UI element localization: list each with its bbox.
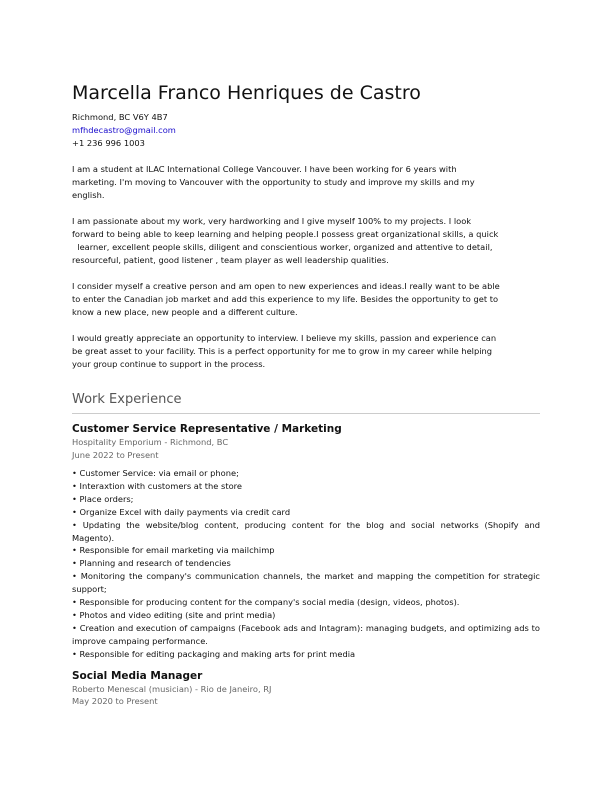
- duty-item: • Monitoring the company's communication channels, the market and mapping the competition for strategic support;: [72, 571, 540, 595]
- job-company: Roberto Menescal (musician) - Rio de Janeiro, RJ: [72, 683, 272, 694]
- summary-line: marketing. I'm moving to Vancouver with the opportunity to study and improve my skills and my: [72, 177, 475, 187]
- jobs-list: [72, 422, 540, 708]
- job-duties: [72, 467, 540, 661]
- duty-item: • Organize Excel with daily payments via credit card: [72, 506, 291, 517]
- summary-line: to enter the Canadian job market and add this experience to my life. Besides the opportunity to get to: [72, 294, 499, 304]
- summary-paragraph: [72, 215, 540, 267]
- duty-item: • Customer Service: via email or phone;: [72, 468, 239, 478]
- job-dates: June 2022 to Present: [72, 449, 159, 460]
- address: Richmond, BC V6Y 4B7: [72, 112, 168, 122]
- summary-line: be great asset to your facility. This is a perfect opportunity for me to grow in my career while helping: [72, 346, 493, 356]
- duty-item: • Responsible for editing packaging and making arts for print media: [72, 648, 356, 659]
- summary: [72, 163, 540, 371]
- duty-item: • Planning and research of tendencies: [72, 558, 231, 569]
- job-title: Social Media Manager: [72, 669, 203, 682]
- email-link[interactable]: mfhdecastro@gmail.com: [72, 125, 176, 135]
- job-dates: May 2020 to Present: [72, 696, 158, 707]
- summary-line: I consider myself a creative person and am open to new experiences and ideas.I really want to be able: [72, 281, 500, 291]
- phone: +1 236 996 1003: [72, 138, 145, 148]
- summary-paragraph: [72, 163, 540, 202]
- duty-item: • Photos and video editing (site and print media): [72, 609, 276, 620]
- summary-line: I would greatly appreciate an opportunity to interview. I believe my skills, passion and experience can: [72, 333, 497, 343]
- job-company: Hospitality Emporium - Richmond, BC: [72, 437, 229, 447]
- summary-line: resourceful, patient, good listener , team player as well leadership qualities.: [72, 255, 389, 265]
- duty-item: • Place orders;: [72, 493, 134, 504]
- summary-line: I am a student at ILAC International College Vancouver. I have been working for 6 years with: [72, 164, 457, 174]
- summary-line: your group continue to support in the process.: [72, 359, 266, 369]
- section-title-work-experience: Work Experience: [72, 392, 182, 407]
- section-divider: [72, 413, 540, 414]
- candidate-name: Marcella Franco Henriques de Castro: [72, 82, 421, 104]
- duty-item: • Responsible for producing content for the company's social media (design, videos, photos).: [72, 597, 460, 608]
- job-entry: [72, 669, 540, 708]
- duty-item: • Responsible for email marketing via mailchimp: [72, 545, 275, 556]
- duty-item: • Updating the website/blog content, producing content for the blog and social networks (Shopify and Magento).: [72, 519, 540, 543]
- job-entry: [72, 422, 540, 661]
- duty-item: • Creation and execution of campaigns (Facebook ads and Intagram): managing budgets, and optimizing ads to improve campaing performance.: [72, 622, 540, 646]
- summary-paragraph: [72, 332, 540, 371]
- summary-line: english.: [72, 190, 105, 200]
- duty-item: • Interaxtion with customers at the store: [72, 480, 243, 491]
- job-title: Customer Service Representative / Marketing: [72, 423, 342, 435]
- summary-paragraph: [72, 280, 540, 319]
- summary-line: learner, excellent people skills, diligent and conscientious worker, organized and attentive to detail,: [72, 242, 493, 252]
- summary-line: I am passionate about my work, very hardworking and I give myself 100% to my projects. I look: [72, 216, 472, 226]
- resume-page: [72, 81, 540, 708]
- summary-line: know a new place, new people and a different culture.: [72, 307, 298, 317]
- summary-line: forward to being able to keep learning and helping people.I possess great organizational skills, a quick: [72, 229, 499, 239]
